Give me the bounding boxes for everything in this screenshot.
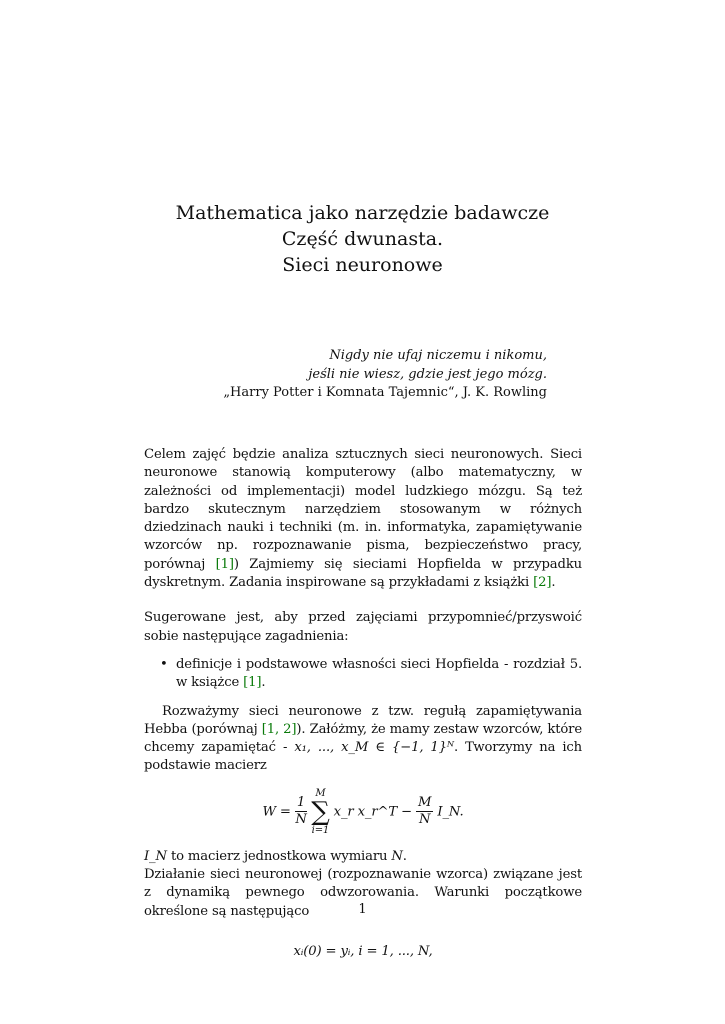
intro-text-b: ) Zajmiemy się sieciami Hopfielda w przypadku dyskretnym. Zadania inspirowane są przykładami z książki [144, 556, 582, 591]
sum-lower-limit: i=1 [311, 824, 330, 836]
eq-tail: I_N. [437, 804, 464, 820]
epigraph-line-1: Nigdy nie ufaj niczemu i nikomu, [329, 348, 547, 363]
sum-upper-limit: M [315, 787, 326, 799]
bullet-item [144, 656, 582, 693]
paragraph-dynamics: Działanie sieci neuronowej (rozpoznawanie wzorca) związane jest z dynamiką pewnego odwzorowania. Warunki początkowe określone są następująco [144, 867, 582, 919]
paragraph-suggested: Sugerowane jest, aby przed zajęciami przypomnieć/przyswoić sobie następujące zagadnienia: [144, 610, 582, 644]
eq-term: x_r x_r^T − [333, 804, 412, 820]
citation-link[interactable]: [1] [243, 675, 262, 691]
equation-initial-conditions: xᵢ(0) = yᵢ, i = 1, ..., N, [293, 943, 433, 959]
bullet-end: . [261, 675, 266, 691]
equation-weight-matrix [144, 788, 582, 836]
hebb-text-a: Rozważymy sieci neuronowe z tzw. regułą zapamiętywania Hebba (porównaj [144, 703, 582, 737]
summation [311, 788, 329, 836]
intro-text-a: Celem zajęć będzie analiza sztucznych sieci neuronowych. Sieci neuronowe stanowią komputerowy (albo matematyczny, w zależności od implementacji) model ludzkiego mózgu. Są też bardzo skutecznym narzędziem stosowanym w różnych dziedzinach nauki i techniki (m. in. informatyka, zapamiętywanie wzorców np. rozpoznawanie pisma, bezpieczeństwo pracy, porównaj [144, 447, 582, 572]
hebb-text-b: ). Załóżmy, że mamy zestaw wzorców, które chcemy zapamiętać - [144, 721, 582, 756]
fraction-numerator: 1 [296, 795, 306, 811]
epigraph-line-2: jeśli nie wiesz, gdzie jest jego mózg. [308, 366, 547, 382]
title-line-2: Część dwunasta. [281, 228, 444, 250]
hebb-text-c: . Tworzymy na ich podstawie macierz [144, 740, 582, 774]
patterns-math: x₁, ..., x_M ∈ {−1, 1}ᴺ [294, 740, 455, 756]
eq-lhs: W = [262, 804, 291, 820]
epigraph-attribution: „Harry Potter i Komnata Tajemnic“, J. K. Rowling [223, 385, 547, 400]
citation-link[interactable]: [1, 2] [261, 721, 297, 737]
identity-text: to macierz jednostkowa wymiaru [166, 848, 392, 864]
bullet-text: definicje i podstawowe własności sieci Hopfielda - rozdział 5. w książce [176, 656, 582, 691]
fraction-numerator: M [418, 795, 432, 811]
identity-end: . [402, 848, 407, 864]
dimension-math: N [391, 848, 403, 864]
intro-text-c: . [551, 575, 556, 591]
fraction-m-over-n [416, 795, 433, 828]
citation-link[interactable]: [2] [533, 575, 552, 591]
paragraph-hebb [144, 703, 582, 776]
document-title [0, 200, 725, 278]
paragraph-intro [144, 446, 582, 592]
bullet-icon: • [160, 656, 168, 672]
title-line-1: Mathematica jako narzędzie badawcze [175, 202, 550, 224]
fraction-denominator: N [295, 812, 307, 828]
fraction-denominator: N [419, 812, 431, 828]
sum-symbol: ∑ [311, 796, 330, 827]
paragraph-identity [144, 848, 582, 866]
title-line-3: Sieci neuronowe [282, 254, 443, 276]
fraction-1-over-n [295, 795, 307, 828]
citation-link[interactable]: [1] [215, 556, 234, 572]
epigraph [223, 347, 547, 403]
identity-math: I_N [144, 848, 167, 864]
page-number: 1 [358, 902, 367, 917]
document-body [144, 446, 582, 961]
